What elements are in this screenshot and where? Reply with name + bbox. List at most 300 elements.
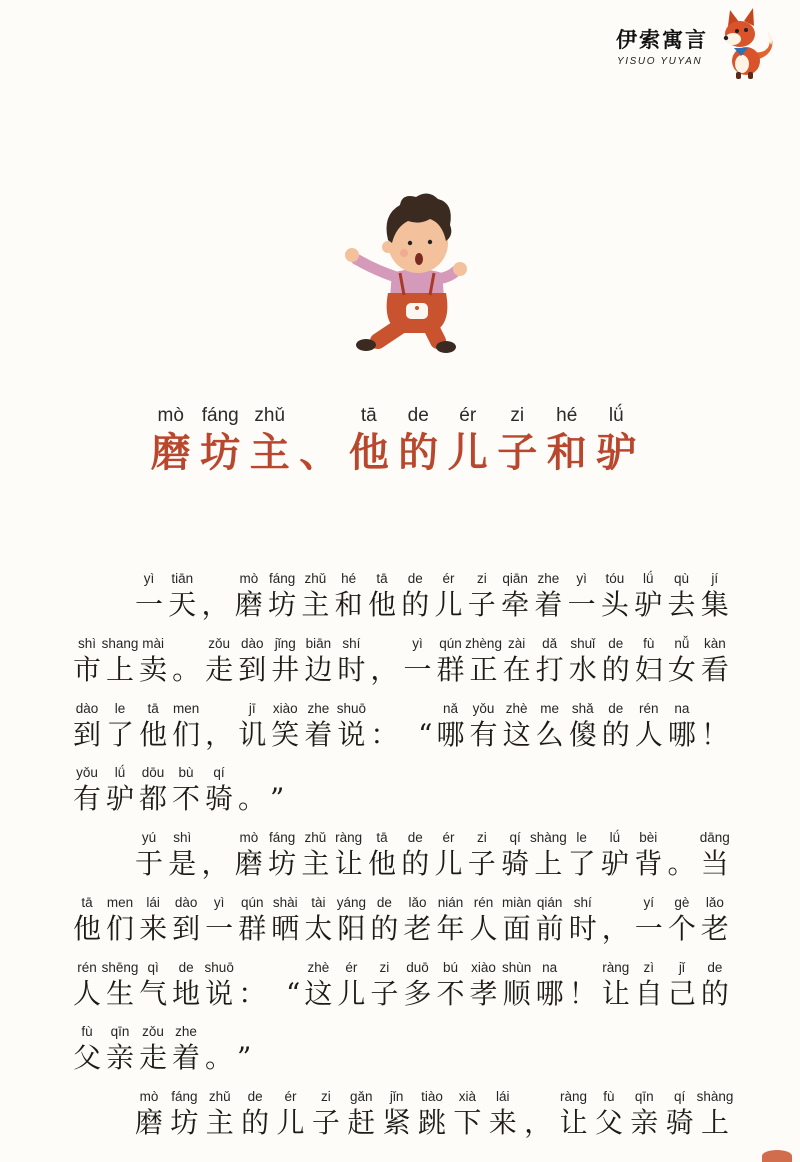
story-char-cell: [204, 700, 234, 765]
story-pinyin: tā: [81, 894, 93, 910]
story-hanzi: 讥: [238, 717, 267, 751]
story-pinyin: lǎo: [408, 894, 427, 910]
story-hanzi: 卖: [139, 652, 168, 686]
running-boy-illustration: [330, 185, 480, 365]
story-char-cell: [667, 700, 697, 765]
story-hanzi: 边: [304, 652, 333, 686]
story-pinyin: zi: [321, 1089, 331, 1104]
story-hanzi: 一: [205, 911, 234, 945]
story-char-cell: [311, 1088, 341, 1153]
story-hanzi: 让: [559, 1106, 588, 1139]
story-char-cell: [568, 894, 598, 959]
story-pinyin: zhè: [505, 700, 528, 716]
story-pinyin: zi: [476, 830, 487, 845]
story-hanzi: 驴: [600, 847, 629, 880]
series-logo-title: 伊索寓言: [616, 28, 708, 52]
story-hanzi: 和: [334, 588, 363, 621]
story-punctuation: ，: [601, 911, 630, 945]
story-pinyin: shuǐ: [570, 635, 596, 651]
story-hanzi: 到: [172, 911, 201, 945]
story-char-cell: [535, 700, 565, 765]
story-hanzi: 们: [106, 911, 135, 945]
story-char-cell: [434, 570, 464, 635]
story-pinyin: shí: [342, 635, 361, 651]
story-hanzi: 一: [403, 652, 432, 686]
story-char-cell: [138, 635, 168, 700]
story-hanzi: 到: [238, 652, 267, 686]
story-hanzi: 有: [469, 717, 498, 751]
story-pinyin: le: [114, 700, 126, 716]
story-hanzi: 子: [467, 847, 496, 880]
story-hanzi: 到: [72, 717, 101, 751]
story-pinyin: men: [106, 894, 134, 910]
story-char-cell: [369, 700, 399, 765]
story-hanzi: 太: [304, 911, 333, 945]
title-hanzi: 坊: [200, 430, 241, 476]
story-hanzi: 生: [106, 976, 135, 1010]
story-char-cell: [402, 959, 432, 1024]
story-pinyin: tóu: [605, 571, 625, 586]
story-char-cell: [700, 829, 730, 894]
story-punctuation: ，: [201, 847, 230, 880]
story-pinyin: shuō: [204, 959, 234, 975]
story-hanzi: 让: [601, 976, 630, 1010]
story-char-cell: [402, 894, 432, 959]
title-char-cell: [196, 405, 246, 477]
title-char-cell: [443, 405, 493, 477]
story-pinyin: tiān: [171, 571, 194, 586]
story-hanzi: 打: [535, 652, 564, 686]
title-char-cell: [493, 405, 543, 477]
story-pinyin: qì: [147, 959, 159, 975]
story-char-cell: [600, 829, 630, 894]
story-char-cell: [270, 700, 300, 765]
story-pinyin: dào: [75, 700, 99, 716]
story-pinyin: tiào: [421, 1089, 443, 1104]
story-char-cell: [138, 894, 168, 959]
text-line: [72, 700, 730, 765]
title-hanzi: 子: [497, 430, 538, 476]
story-pinyin: de: [376, 894, 392, 910]
story-hanzi: 井: [271, 652, 300, 686]
story-char-cell: [600, 570, 630, 635]
story-char-cell: [204, 1023, 234, 1088]
story-hanzi: 顺: [502, 976, 531, 1010]
title-hanzi: 主: [249, 430, 290, 476]
title-char-cell: [245, 405, 295, 477]
story-hanzi: 说: [205, 976, 234, 1010]
story-pinyin: rén: [77, 959, 97, 975]
story-char-cell: [500, 570, 530, 635]
story-hanzi: 上: [106, 652, 135, 686]
story-pinyin: rén: [639, 700, 659, 716]
story-pinyin: de: [407, 571, 423, 586]
story-punctuation: ”: [237, 1041, 252, 1075]
story-char-cell: [417, 1088, 447, 1153]
story-hanzi: 人: [634, 717, 663, 751]
title-punctuation: 、: [299, 430, 340, 476]
story-char-cell: [138, 959, 168, 1024]
story-char-cell: [167, 829, 197, 894]
story-char-cell: [500, 829, 530, 894]
story-hanzi: 父: [72, 1041, 101, 1075]
story-punctuation: “: [418, 717, 433, 751]
story-hanzi: 亲: [630, 1106, 659, 1139]
story-char-cell: [134, 1088, 164, 1153]
story-hanzi: 看: [700, 652, 729, 686]
title-pinyin: hé: [556, 405, 578, 426]
story-hanzi: 不: [436, 976, 465, 1010]
story-hanzi: 水: [568, 652, 597, 686]
story-char-cell: [171, 635, 201, 700]
text-line: [134, 829, 730, 894]
paragraph: [0, 1088, 800, 1153]
title-pinyin: ér: [459, 405, 477, 426]
story-hanzi: 跳: [417, 1106, 446, 1139]
story-hanzi: 亲: [105, 1041, 134, 1075]
story-pinyin: ér: [284, 1089, 297, 1104]
text-line: [72, 764, 730, 829]
story-hanzi: 主: [301, 847, 330, 880]
story-char-cell: [270, 764, 300, 829]
story-char-cell: [201, 829, 231, 894]
story-hanzi: 哪: [667, 717, 696, 751]
story-pinyin: lái: [495, 1089, 510, 1104]
story-pinyin: zhe: [537, 571, 560, 586]
story-char-cell: [535, 635, 565, 700]
story-char-cell: [465, 635, 502, 700]
story-pinyin: lái: [146, 894, 160, 910]
story-pinyin: dào: [174, 894, 198, 910]
story-pinyin: fù: [603, 1089, 615, 1104]
story-hanzi: 这: [304, 976, 333, 1010]
story-pinyin: de: [407, 830, 423, 845]
story-char-cell: [303, 635, 333, 700]
story-hanzi: 走: [205, 652, 234, 686]
story-punctuation: 。: [237, 782, 266, 816]
story-hanzi: 头: [600, 588, 629, 621]
story-pinyin: shàng: [529, 830, 567, 845]
story-hanzi: 时: [337, 652, 366, 686]
story-char-cell: [452, 1088, 482, 1153]
story-char-cell: [167, 570, 197, 635]
story-char-cell: [134, 829, 164, 894]
story-pinyin: nǚ: [674, 635, 690, 651]
story-hanzi: 在: [502, 652, 531, 686]
story-pinyin: kàn: [704, 635, 726, 651]
story-char-cell: [138, 700, 168, 765]
story-char-cell: [171, 959, 201, 1024]
story-char-cell: [72, 635, 102, 700]
story-char-cell: [346, 1088, 376, 1153]
story-pinyin: na: [542, 959, 558, 975]
story-pinyin: yì: [213, 894, 225, 910]
story-char-cell: [535, 894, 565, 959]
story-char-cell: [469, 700, 499, 765]
story-hanzi: 老: [700, 911, 729, 945]
story-pinyin: de: [608, 700, 624, 716]
story-char-cell: [502, 959, 532, 1024]
story-punctuation: “: [285, 976, 301, 1010]
story-pinyin: qún: [240, 894, 264, 910]
story-char-cell: [523, 1088, 553, 1153]
story-hanzi: 人: [469, 911, 498, 945]
story-hanzi: 前: [535, 911, 564, 945]
story-char-cell: [237, 700, 267, 765]
story-char-cell: [171, 700, 201, 765]
story-pinyin: zi: [476, 571, 487, 586]
story-pinyin: me: [540, 700, 560, 716]
story-hanzi: 牵: [501, 588, 530, 621]
story-char-cell: [267, 570, 297, 635]
story-char-cell: [469, 959, 499, 1024]
story-hanzi: 他: [367, 847, 396, 880]
story-pinyin: qiān: [502, 571, 528, 586]
story-pinyin: bú: [443, 959, 459, 975]
story-hanzi: 骑: [501, 847, 530, 880]
story-hanzi: 背: [634, 847, 663, 880]
story-pinyin: dǎ: [542, 635, 558, 651]
story-pinyin: qián: [536, 894, 563, 910]
story-hanzi: 于: [134, 847, 163, 880]
story-hanzi: 的: [601, 652, 630, 686]
story-char-cell: [270, 894, 300, 959]
story-pinyin: zhe: [307, 700, 330, 716]
story-title: [146, 405, 641, 477]
title-hanzi: 和: [546, 430, 587, 476]
story-char-cell: [237, 764, 267, 829]
story-char-cell: [568, 700, 598, 765]
story-pinyin: mò: [239, 830, 259, 845]
story-hanzi: 哪: [535, 976, 564, 1010]
story-char-cell: [204, 894, 234, 959]
story-punctuation: 。: [172, 652, 201, 686]
story-char-cell: [634, 894, 664, 959]
title-pinyin: zi: [510, 405, 525, 426]
story-hanzi: 儿: [276, 1106, 305, 1139]
story-hanzi: 去: [667, 588, 696, 621]
story-pinyin: bù: [178, 765, 194, 781]
story-hanzi: 多: [403, 976, 432, 1010]
story-char-cell: [369, 959, 399, 1024]
story-hanzi: 面: [502, 911, 531, 945]
story-hanzi: 子: [467, 588, 496, 621]
story-pinyin: yì: [143, 571, 155, 586]
story-char-cell: [300, 570, 330, 635]
story-hanzi: 走: [138, 1041, 167, 1075]
story-hanzi: 晒: [271, 911, 300, 945]
story-char-cell: [205, 1088, 235, 1153]
story-punctuation: ，: [201, 588, 230, 621]
story-char-cell: [267, 829, 297, 894]
story-hanzi: 孝: [469, 976, 498, 1010]
story-pinyin: fáng: [171, 1089, 198, 1104]
story-pinyin: ér: [345, 959, 358, 975]
story-char-cell: [488, 1088, 518, 1153]
story-pinyin: gǎn: [349, 1089, 373, 1104]
story-char-cell: [665, 1088, 695, 1153]
story-pinyin: qí: [509, 830, 521, 845]
story-char-cell: [402, 700, 432, 765]
story-hanzi: 的: [401, 588, 430, 621]
story-pinyin: lǘ: [642, 571, 654, 586]
story-pinyin: nǎ: [443, 700, 459, 716]
story-char-cell: [367, 570, 397, 635]
story-hanzi: 儿: [434, 588, 463, 621]
story-pinyin: shí: [573, 894, 592, 910]
story-hanzi: 子: [311, 1106, 340, 1139]
story-char-cell: [634, 700, 664, 765]
story-char-cell: [568, 635, 598, 700]
story-pinyin: zhèng: [465, 635, 502, 651]
title-hanzi: 他: [348, 430, 389, 476]
text-line: [134, 570, 730, 635]
story-pinyin: fáng: [268, 830, 296, 845]
story-char-cell: [700, 700, 730, 765]
story-char-cell: [700, 635, 730, 700]
story-pinyin: ràng: [602, 959, 630, 975]
story-punctuation: 。: [204, 1041, 233, 1075]
boy-head: [382, 193, 451, 273]
story-hanzi: 群: [436, 652, 465, 686]
story-hanzi: 的: [601, 717, 630, 751]
story-char-cell: [634, 635, 664, 700]
story-punctuation: ：: [370, 717, 399, 751]
title-hanzi: 驴: [596, 430, 637, 476]
story-hanzi: 不: [171, 782, 200, 816]
story-pinyin: yǒu: [472, 700, 495, 716]
story-punctuation: ”: [270, 782, 285, 816]
story-hanzi: 骑: [665, 1106, 694, 1139]
story-char-cell: [400, 570, 430, 635]
story-hanzi: 下: [453, 1106, 482, 1139]
story-hanzi: 笑: [271, 717, 300, 751]
story-char-cell: [72, 700, 102, 765]
story-hanzi: 父: [594, 1106, 623, 1139]
story-pinyin: na: [674, 700, 690, 716]
story-hanzi: 让: [334, 847, 363, 880]
story-char-cell: [336, 959, 366, 1024]
story-pinyin: qīn: [634, 1089, 654, 1104]
story-pinyin: qīn: [110, 1024, 130, 1040]
story-hanzi: 磨: [234, 847, 263, 880]
story-pinyin: dōu: [141, 765, 165, 781]
story-char-cell: [367, 829, 397, 894]
story-punctuation: ！: [700, 717, 729, 751]
story-hanzi: 们: [172, 717, 201, 751]
story-char-cell: [400, 829, 430, 894]
story-pinyin: shùn: [501, 959, 532, 975]
story-hanzi: 的: [700, 976, 729, 1010]
story-pinyin: zhè: [307, 959, 330, 975]
story-pinyin: shēng: [101, 959, 139, 975]
title-char-cell: [295, 405, 345, 477]
story-hanzi: 地: [172, 976, 201, 1010]
story-pinyin: shì: [77, 635, 97, 651]
story-hanzi: 天: [168, 588, 197, 621]
story-char-cell: [700, 959, 730, 1024]
story-hanzi: 坊: [170, 1106, 199, 1139]
story-pinyin: men: [173, 700, 200, 716]
text-line: [134, 1088, 734, 1153]
story-char-cell: [434, 829, 464, 894]
story-pinyin: zì: [643, 959, 655, 975]
story-char-cell: [502, 635, 532, 700]
corner-decoration: [762, 1150, 792, 1162]
story-char-cell: [234, 829, 264, 894]
story-char-cell: [101, 959, 139, 1024]
story-hanzi: 哪: [436, 717, 465, 751]
story-char-cell: [276, 1088, 306, 1153]
story-hanzi: 傻: [568, 717, 597, 751]
text-line: [72, 635, 730, 700]
story-pinyin: de: [247, 1089, 263, 1104]
story-char-cell: [667, 570, 697, 635]
story-char-cell: [105, 700, 135, 765]
text-line: [72, 959, 730, 1024]
story-char-cell: [204, 764, 234, 829]
story-pinyin: jǐng: [274, 635, 296, 651]
story-pinyin: gè: [674, 894, 690, 910]
story-hanzi: 上: [700, 1106, 729, 1139]
story-hanzi: 阳: [337, 911, 366, 945]
story-hanzi: 坊: [268, 588, 297, 621]
story-pinyin: yǒu: [76, 765, 98, 781]
paragraph: [0, 829, 800, 1088]
story-char-cell: [334, 829, 364, 894]
story-hanzi: 己: [667, 976, 696, 1010]
story-pinyin: de: [178, 959, 194, 975]
series-logo-subtitle: YISUO YUYAN: [617, 56, 703, 67]
fox-body: [732, 47, 760, 79]
story-hanzi: 这: [502, 717, 531, 751]
story-pinyin: ràng: [559, 1089, 588, 1104]
story-char-cell: [201, 570, 231, 635]
story-hanzi: 一: [134, 588, 163, 621]
story-pinyin: zhǔ: [208, 1089, 231, 1104]
story-char-cell: [567, 829, 597, 894]
story-hanzi: 女: [667, 652, 696, 686]
story-pinyin: tài: [311, 894, 326, 910]
story-hanzi: 的: [241, 1106, 270, 1139]
story-pinyin: jí: [711, 571, 719, 586]
story-pinyin: jǐn: [389, 1089, 404, 1104]
story-char-cell: [633, 829, 663, 894]
story-pinyin: jī: [248, 700, 256, 716]
story-char-cell: [72, 894, 102, 959]
story-char-cell: [634, 959, 664, 1024]
story-pinyin: ér: [442, 571, 455, 586]
story-pinyin: xiào: [272, 700, 298, 716]
story-char-cell: [303, 959, 333, 1024]
title-pinyin: zhǔ: [254, 405, 286, 426]
story-char-cell: [237, 959, 267, 1024]
story-char-cell: [467, 570, 497, 635]
story-hanzi: 一: [634, 911, 663, 945]
story-pinyin: ér: [442, 830, 455, 845]
story-char-cell: [171, 1023, 201, 1088]
title-char-cell: [592, 405, 642, 477]
story-punctuation: ，: [524, 1106, 553, 1139]
story-char-cell: [171, 894, 201, 959]
title-hanzi: 的: [398, 430, 439, 476]
story-pinyin: nián: [437, 894, 464, 910]
story-char-cell: [436, 700, 466, 765]
story-char-cell: [469, 894, 499, 959]
story-pinyin: zǒu: [208, 635, 231, 651]
story-hanzi: 有: [72, 782, 101, 816]
story-char-cell: [270, 635, 300, 700]
